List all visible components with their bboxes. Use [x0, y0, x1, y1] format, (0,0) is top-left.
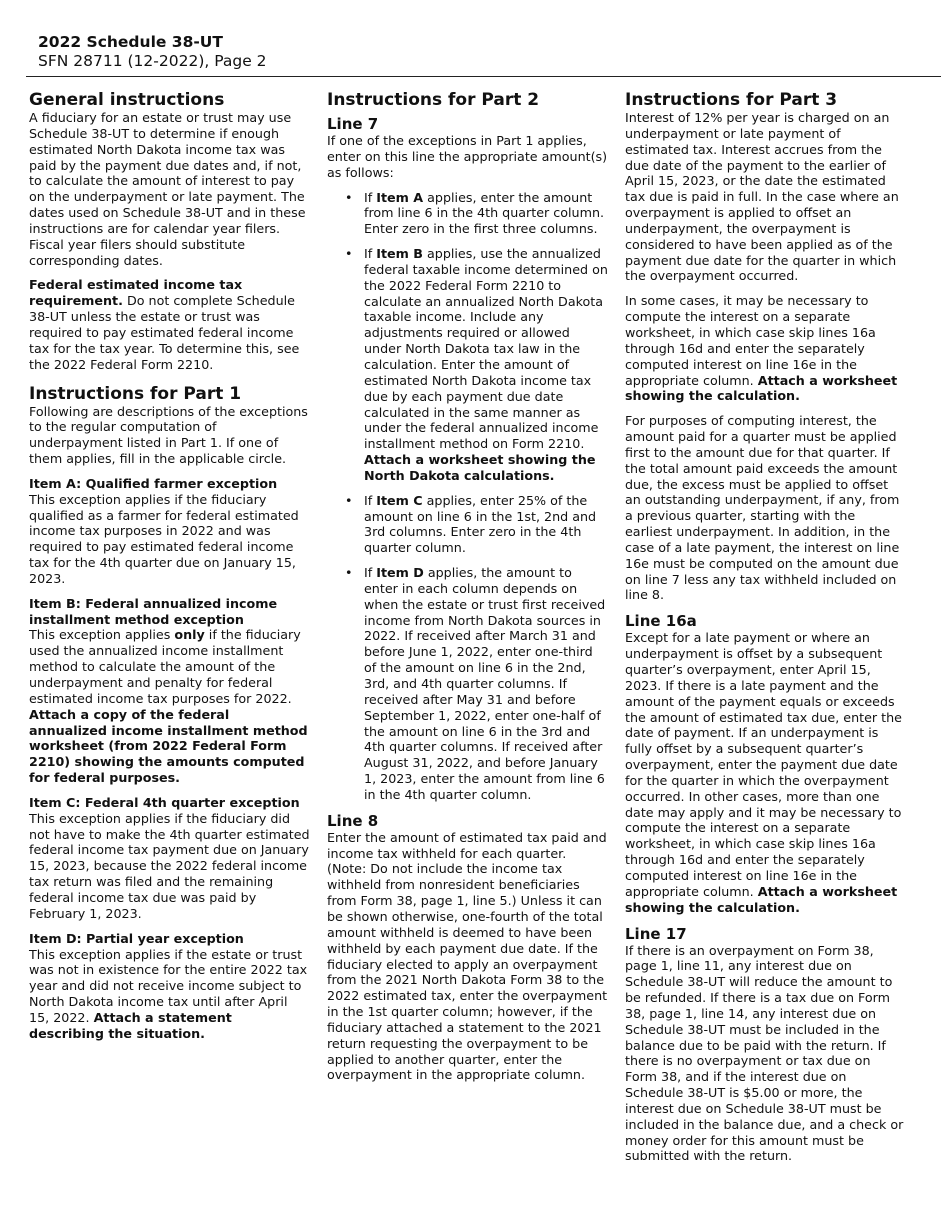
form-subtitle: SFN 28711 (12-2022), Page 2 — [38, 52, 267, 70]
general-instructions-heading: General instructions — [29, 90, 225, 110]
part3-separate-worksheet-text: In some cases, it may be necessary to compute the interest on a separate worksheet, in which case skip lines 16a through 16d and enter the separately computed interest on line 16e in the appropriate column. Attach a worksheet showing the calculation. — [625, 293, 898, 404]
bullet-item-a: • If Item A applies, enter the amount from line 6 in the 4th quarter column. Enter zero in the first three columns. — [364, 190, 608, 238]
part1-heading: Instructions for Part 1 — [29, 383, 242, 404]
part1-intro: Following are descriptions of the exceptions to the regular computation of underpayment listed in Part 1. If one of them applies, fill in the applicable circle. — [29, 403, 308, 467]
item-d-heading: Item D: Partial year exception — [29, 930, 244, 946]
header-divider — [26, 76, 941, 77]
part3-computing-interest-text: For purposes of computing interest, the amount paid for a quarter must be applied first to the amount due for that quarter. If the total amount paid exceeds the amount due, the excess must be applied to offset an outstanding underpayment, if any, from a previous quarter, starting with the earliest underpayment. In addition, in the case of a late payment, the interest on line 16e must be computed on the amount due on line 7 less any tax withheld included on line 8. — [625, 413, 900, 603]
line7-heading: Line 7 — [327, 115, 379, 133]
line7-bullet-list — [327, 190, 608, 803]
line8-heading: Line 8 — [327, 811, 379, 830]
general-instructions-text: A fiduciary for an estate or trust may use Schedule 38-UT to determine if enough estimated North Dakota income tax was paid by the payment due dates and, if not, to calculate the amount of interest to pay on the underpayment or late payment. The dates used on Schedule 38-UT and in these instructions are for calendar year filers. Fiscal year filers should substitute corresponding dates. — [29, 110, 306, 268]
part3-heading: Instructions for Part 3 — [625, 90, 838, 110]
item-c-heading: Item C: Federal 4th quarter exception — [29, 794, 300, 810]
federal-requirement-bold: Federal estimated income tax requirement. — [29, 277, 243, 309]
column-right — [625, 90, 905, 1164]
bullet-item-d: • If Item D applies, the amount to enter in each column depends on when the estate or trust first received income from North Dakota sources in 2022. If received after March 31 and before June 1, 2022, enter one-third of the amount on line 6 in the 2nd, 3rd, and 4th quarter columns. If received after May 31 and before September 1, 2022, enter one-half of the amount on line 6 in the 3rd and 4th quarter columns. If received after August 31, 2022, and before January 1, 2023, enter the amount from line 6 in the 4th quarter column. — [364, 565, 608, 803]
column-left — [29, 90, 311, 1042]
line17-heading: Line 17 — [625, 924, 687, 943]
line16a-heading: Line 16a — [625, 612, 697, 631]
column-middle — [327, 90, 608, 1083]
page-header — [38, 33, 267, 71]
item-b-heading: Item B: Federal annualized income installment method exception — [29, 595, 278, 627]
item-a-text: This exception applies if the fiduciary qualified as a farmer for federal estimated income tax purposes in 2022 and was required to pay estimated federal income tax for the 4th quarter due on January 15, 2023. — [29, 491, 299, 586]
line8-text: Enter the amount of estimated tax paid and income tax withheld for each quarter. (Note: Do not include the income tax withheld from nonresident beneficiaries from Form 38, page 1, line 5.) Unless it can be shown otherwise, one-fourth of the total amount withheld is deemed to have been withheld by each payment due date. If the fiduciary elected to apply an overpayment from the 2021 North Dakota Form 38 to the 2022 estimated tax, enter the overpayment in the 1st quarter column; however, if the fiduciary attached a statement to the 2021 return requesting the overpayment to be applied to another quarter, enter the overpayment in the appropriate column. — [327, 829, 608, 1083]
part3-interest-text: Interest of 12% per year is charged on an underpayment or late payment of estimated tax. Interest accrues from the due date of the payment to the earlier of April 15, 2023, or the date the estimated tax due is paid in full. In the case where an overpayment is applied to offset an underpayment, the overpayment is considered to have been applied as of the payment due date for the quarter in which the overpayment occurred. — [625, 110, 899, 284]
federal-requirement-paragraph — [29, 277, 311, 372]
part2-heading: Instructions for Part 2 — [327, 90, 540, 110]
item-d-text: This exception applies if the estate or trust was not in existence for the entire 2022 tax year and did not receive income subject to North Dakota income tax until after April 15, 2022. Attach a statement describing the situation. — [29, 946, 308, 1041]
bullet-item-c: • If Item C applies, enter 25% of the amount on line 6 in the 1st, 2nd and 3rd columns. Enter zero in the 4th quarter column. — [364, 493, 608, 556]
line17-text: If there is an overpayment on Form 38, page 1, line 11, any interest due on Schedule 38-UT will reduce the amount to be refunded. If there is a tax due on Form 38, page 1, line 14, any interest due on Schedule 38-UT must be included in the balance due to be paid with the return. If there is no overpayment or tax due on Form 38, and if the interest due on Schedule 38-UT is $5.00 or more, the interest due on Schedule 38-UT must be included in the balance due, and a check or money order for this amount must be submitted with the return. — [625, 942, 904, 1164]
item-b-text: This exception applies only if the fiduciary used the annualized income installment method to calculate the amount of the underpayment and penalty for federal estimated income tax purposes for 2022. Attach a copy of the federal annualized income installment method worksheet (from 2022 Federal Form 2210) showing the amounts computed for federal purposes. — [29, 627, 308, 786]
line16a-text: Except for a late payment or where an underpayment is offset by a subsequent quarter’s overpayment, enter April 15, 2023. If there is a late payment and the amount of the payment equals or exceeds the amount of estimated tax due, enter the date of payment. If an underpayment is fully offset by a subsequent quarter’s overpayment, enter the payment due date for the quarter in which the overpayment occurred. In other cases, more than one date may apply and it may be necessary to compute the interest on a separate worksheet, in which case skip lines 16a through 16d and enter the separately computed interest on line 16e in the appropriate column. Attach a worksheet showing the calculation. — [625, 630, 902, 915]
item-c-text: This exception applies if the fiduciary did not have to make the 4th quarter estimated federal income tax payment due on January 15, 2023, because the 2022 federal income tax return was filed and the remaining federal income tax due was paid by February 1, 2023. — [29, 810, 310, 921]
form-title: 2022 Schedule 38-UT — [38, 33, 223, 51]
bullet-item-b: • If Item B applies, use the annualized federal taxable income determined on the 2022 Federal Form 2210 to calculate an annualized North Dakota taxable income. Include any adjustments required or allowed under North Dakota tax law in the calculation. Enter the amount of estimated North Dakota income tax due by each payment due date calculated in the same manner as under the federal annualized income installment method on Form 2210. Attach a worksheet showing the North Dakota calculations. — [364, 246, 608, 484]
line7-text: If one of the exceptions in Part 1 applies, enter on this line the appropriate amount(s) as follows: — [327, 133, 608, 180]
federal-requirement-text: Do not complete Schedule 38-UT unless the estate or trust was required to pay estimated federal income tax for the tax year. To determine this, see the 2022 Federal Form 2210. — [29, 293, 300, 372]
item-a-heading: Item A: Qualified farmer exception — [29, 475, 278, 491]
